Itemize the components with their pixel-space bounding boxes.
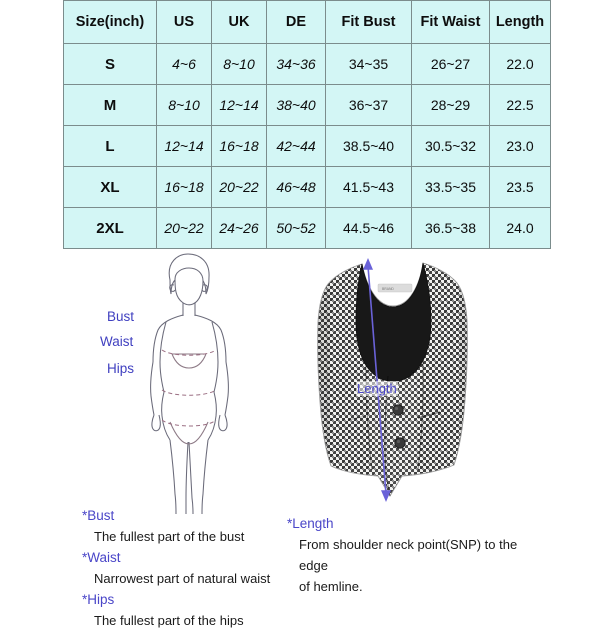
cell-size: 2XL bbox=[64, 208, 157, 249]
measurement-definitions-right bbox=[287, 513, 547, 597]
size-chart-table bbox=[63, 0, 551, 249]
table-row bbox=[64, 44, 551, 85]
cell-de: 34~36 bbox=[267, 44, 326, 85]
definition-term-hips: *Hips bbox=[82, 592, 115, 607]
button-upper-icon bbox=[393, 405, 403, 415]
column-header-uk: UK bbox=[212, 1, 267, 44]
definition-desc-hips: The fullest part of the hips bbox=[94, 613, 244, 628]
cell-length: 22.0 bbox=[490, 44, 551, 85]
cell-uk: 8~10 bbox=[212, 44, 267, 85]
column-header-size: Size(inch) bbox=[64, 1, 157, 44]
female-body-diagram-icon bbox=[96, 250, 276, 515]
cell-de: 42~44 bbox=[267, 126, 326, 167]
cell-fit-waist: 28~29 bbox=[412, 85, 490, 126]
table-row bbox=[64, 126, 551, 167]
illustrations-area bbox=[0, 250, 600, 515]
column-header-fit-bust: Fit Bust bbox=[326, 1, 412, 44]
vest-garment-image bbox=[300, 250, 495, 508]
cell-size: M bbox=[64, 85, 157, 126]
cell-length: 23.0 bbox=[490, 126, 551, 167]
button-lower-icon bbox=[395, 438, 405, 448]
cell-us: 12~14 bbox=[157, 126, 212, 167]
cell-length: 24.0 bbox=[490, 208, 551, 249]
measurement-definitions-left bbox=[82, 505, 297, 631]
cell-length: 23.5 bbox=[490, 167, 551, 208]
cell-us: 4~6 bbox=[157, 44, 212, 85]
cell-fit-waist: 36.5~38 bbox=[412, 208, 490, 249]
cell-fit-waist: 30.5~32 bbox=[412, 126, 490, 167]
label-hips: Hips bbox=[107, 361, 135, 376]
definition-term-bust: *Bust bbox=[82, 508, 115, 523]
cell-size: S bbox=[64, 44, 157, 85]
label-bust: Bust bbox=[107, 309, 135, 324]
cell-uk: 12~14 bbox=[212, 85, 267, 126]
size-chart-table-container bbox=[63, 0, 545, 249]
cell-fit-bust: 44.5~46 bbox=[326, 208, 412, 249]
cell-size: L bbox=[64, 126, 157, 167]
cell-uk: 24~26 bbox=[212, 208, 267, 249]
cell-de: 38~40 bbox=[267, 85, 326, 126]
cell-fit-waist: 26~27 bbox=[412, 44, 490, 85]
definition-term-length: *Length bbox=[287, 516, 334, 531]
table-row bbox=[64, 85, 551, 126]
cell-fit-bust: 38.5~40 bbox=[326, 126, 412, 167]
definition-term-waist: *Waist bbox=[82, 550, 121, 565]
column-header-fit-waist: Fit Waist bbox=[412, 1, 490, 44]
cell-uk: 20~22 bbox=[212, 167, 267, 208]
table-header-row bbox=[64, 1, 551, 44]
cell-fit-waist: 33.5~35 bbox=[412, 167, 490, 208]
definition-desc-length-line1: From shoulder neck point(SNP) to the edge bbox=[299, 537, 518, 573]
label-waist: Waist bbox=[100, 334, 134, 349]
definition-desc-length-line2: of hemline. bbox=[299, 579, 363, 594]
definition-desc-bust: The fullest part of the bust bbox=[94, 529, 245, 544]
label-length: Length bbox=[357, 381, 397, 396]
cell-size: XL bbox=[64, 167, 157, 208]
svg-text:BRAND: BRAND bbox=[382, 287, 394, 291]
cell-us: 20~22 bbox=[157, 208, 212, 249]
cell-de: 50~52 bbox=[267, 208, 326, 249]
column-header-us: US bbox=[157, 1, 212, 44]
column-header-de: DE bbox=[267, 1, 326, 44]
column-header-length: Length bbox=[490, 1, 551, 44]
table-row bbox=[64, 167, 551, 208]
cell-length: 22.5 bbox=[490, 85, 551, 126]
cell-us: 8~10 bbox=[157, 85, 212, 126]
cell-fit-bust: 41.5~43 bbox=[326, 167, 412, 208]
cell-uk: 16~18 bbox=[212, 126, 267, 167]
cell-fit-bust: 34~35 bbox=[326, 44, 412, 85]
cell-us: 16~18 bbox=[157, 167, 212, 208]
cell-de: 46~48 bbox=[267, 167, 326, 208]
cell-fit-bust: 36~37 bbox=[326, 85, 412, 126]
table-row bbox=[64, 208, 551, 249]
definition-desc-waist: Narrowest part of natural waist bbox=[94, 571, 271, 586]
